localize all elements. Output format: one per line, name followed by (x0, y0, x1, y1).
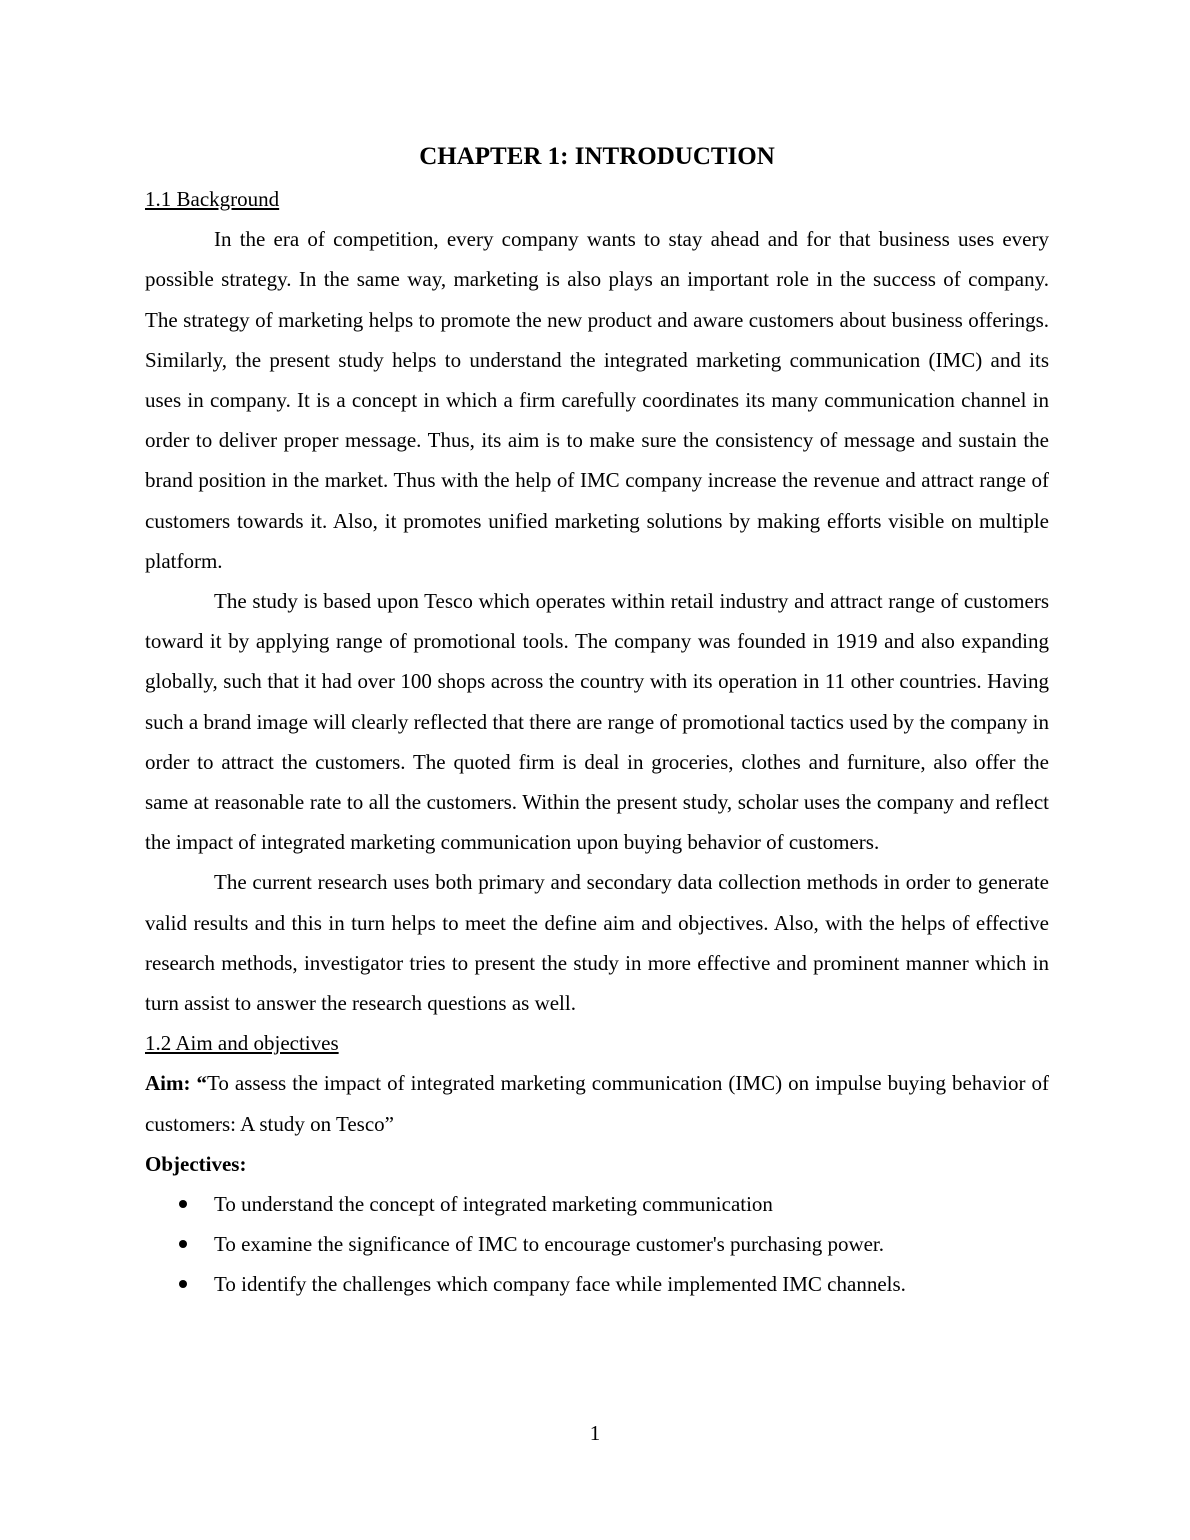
objective-text: To understand the concept of integrated marketing communication (214, 1192, 773, 1217)
page-content (145, 138, 1049, 1305)
objectives-label: Objectives: (145, 1151, 247, 1176)
page-number: 1 (589, 1421, 601, 1445)
objective-text: To identify the challenges which company face while implemented IMC channels. (214, 1272, 906, 1297)
aim-label: Aim: “ (145, 1071, 208, 1096)
bullet-icon (179, 1280, 187, 1288)
objective-item (145, 1184, 1049, 1224)
section-heading-background: 1.1 Background (145, 187, 280, 211)
objective-text: To examine the significance of IMC to encourage customer's purchasing power. (214, 1232, 885, 1257)
bullet-icon (179, 1240, 187, 1248)
background-paragraph-3: The current research uses both primary and secondary data collection methods in order to generate valid results and this in turn helps to meet the define aim and objectives. Also, with the helps of effective research methods, investigator tries to present the study in more effective and prominent manner which in turn assist to answer the research questions as well. (145, 870, 1049, 1016)
objective-item (145, 1264, 1049, 1304)
aim-statement (145, 1063, 1049, 1143)
objectives-list (145, 1184, 1049, 1305)
aim-text: To assess the impact of integrated marketing communication (IMC) on impulse buying behavior of customers: A study on Tesco” (145, 1071, 1049, 1136)
background-paragraph-2: The study is based upon Tesco which operates within retail industry and attract range of customers toward it by applying range of promotional tools. The company was founded in 1919 and also expanding globally, such that it had over 100 shops across the country with its operation in 11 other countries. Having such a brand image will clearly reflected that there are range of promotional tactics used by the company in order to attract the customers. The quoted firm is deal in groceries, clothes and furniture, also offer the same at reasonable rate to all the customers. Within the present study, scholar uses the company and reflect the impact of integrated marketing communication upon buying behavior of customers. (145, 589, 1049, 855)
bullet-icon (179, 1200, 187, 1208)
chapter-title: CHAPTER 1: INTRODUCTION (419, 143, 775, 170)
objective-item (145, 1224, 1049, 1264)
section-heading-aim-objectives: 1.2 Aim and objectives (145, 1031, 339, 1056)
background-paragraph-1: In the era of competition, every company wants to stay ahead and for that business uses every possible strategy. In the same way, marketing is also plays an important role in the success of company. The strategy of marketing helps to promote the new product and aware customers about business offerings. Similarly, the present study helps to understand the integrated marketing communication (IMC) and its uses in company. It is a concept in which a firm carefully coordinates its many communication channel in order to deliver proper message. Thus, its aim is to make sure the consistency of message and sustain the brand position in the market. Thus with the help of IMC company increase the revenue and attract range of customers towards it. Also, it promotes unified marketing solutions by making efforts visible on multiple platform. (145, 227, 1049, 573)
